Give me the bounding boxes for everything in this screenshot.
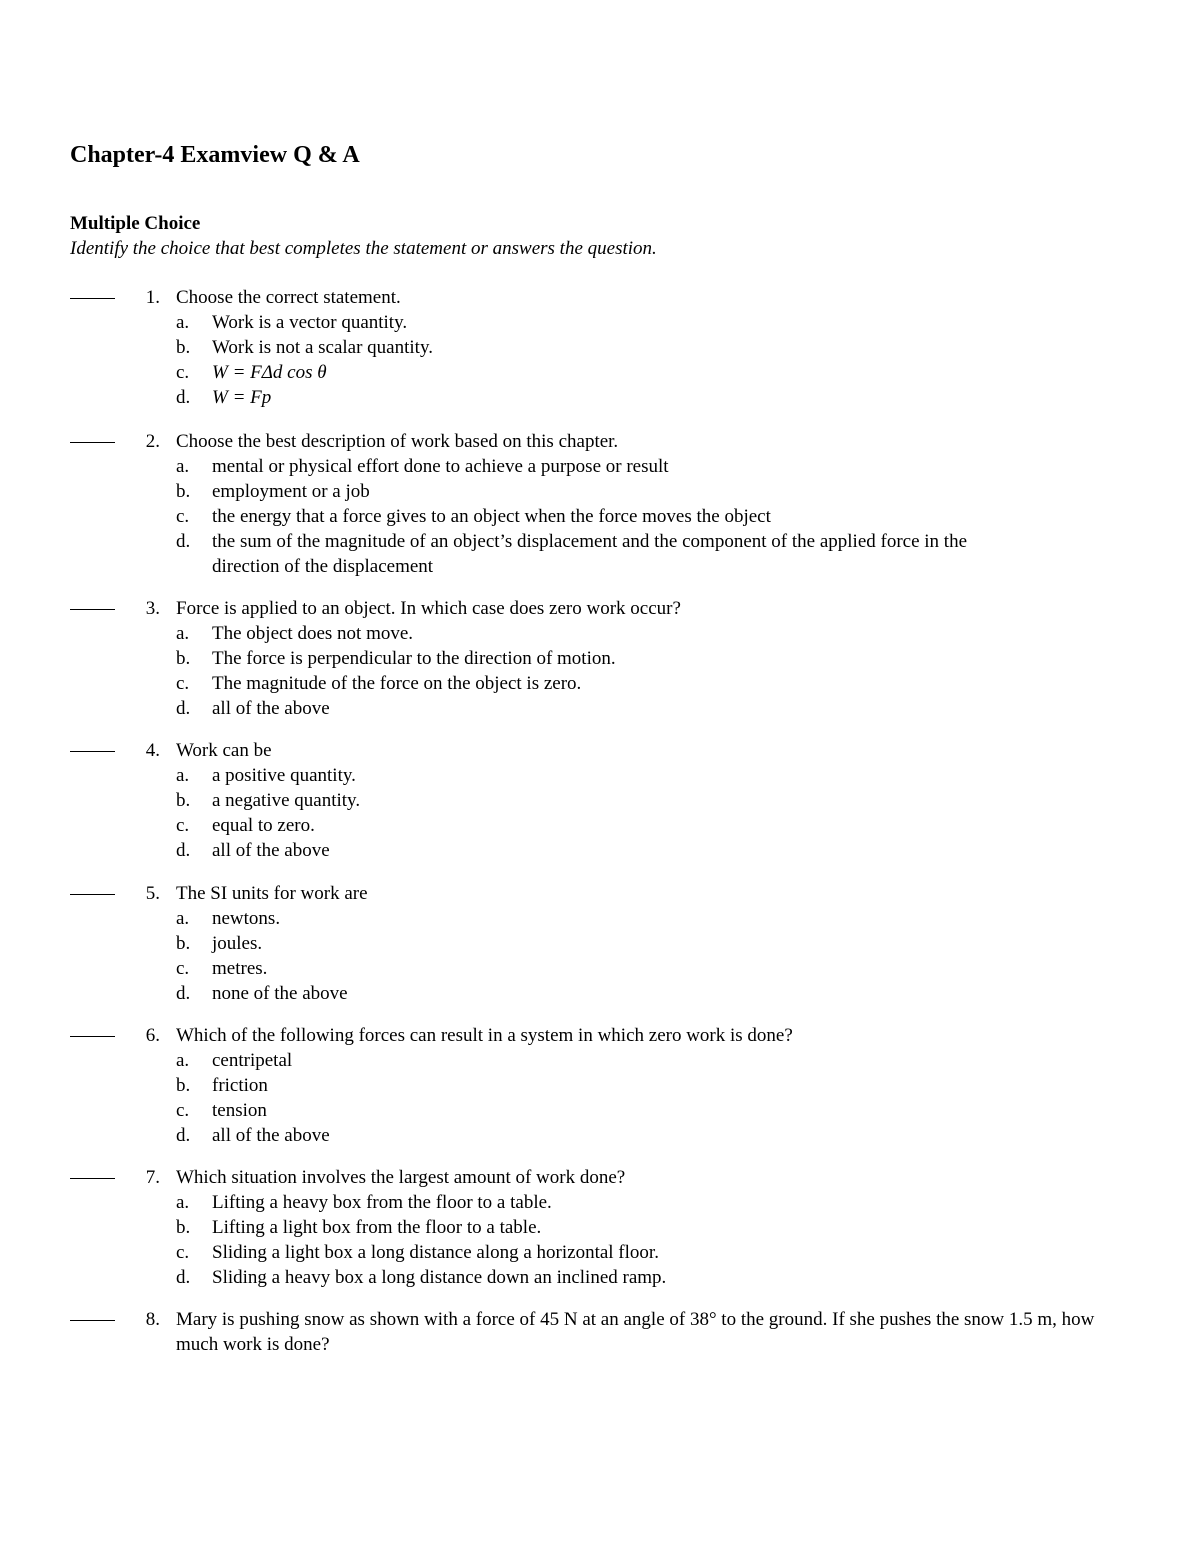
choice-formula: W = FΔd cos θ [212,362,327,383]
choice-text: Work is a vector quantity. [212,312,408,333]
choice-text: the energy that a force gives to an object when the force moves the object [212,506,771,527]
answer-blank[interactable] [70,1178,115,1179]
choice-c [0,671,1200,696]
answer-blank[interactable] [70,1036,115,1037]
choice-b [0,1073,1200,1098]
choice-text: Lifting a heavy box from the floor to a table. [212,1192,552,1213]
choice-c [0,504,1200,529]
choice-letter: a. [176,312,190,333]
answer-blank[interactable] [70,751,115,752]
choice-text: joules. [212,933,263,954]
choice-text: friction [212,1075,268,1096]
choice-letter: a. [176,623,190,644]
answer-blank[interactable] [70,1320,115,1321]
choice-letter: c. [176,506,190,527]
question-number: 1. [145,287,160,308]
choice-a [0,310,1200,335]
choice-letter: a. [176,765,190,786]
choice-text: employment or a job [212,481,370,502]
question-text: Which situation involves the largest amount of work done? [176,1167,626,1188]
choice-a [0,906,1200,931]
choice-letter: d. [176,698,191,719]
choice-a [0,621,1200,646]
choice-b [0,1215,1200,1240]
question-number: 5. [145,883,160,904]
question-text: Force is applied to an object. In which case does zero work occur? [176,598,681,619]
choice-text: a negative quantity. [212,790,361,811]
choice-text: none of the above [212,983,348,1004]
choice-c [0,1240,1200,1265]
choice-letter: a. [176,1192,190,1213]
choice-text: metres. [212,958,268,979]
choice-text: Sliding a light box a long distance along a horizontal floor. [212,1242,659,1263]
choice-d [0,1123,1200,1148]
choice-a [0,763,1200,788]
question-text: Mary is pushing snow as shown with a force of 45 N at an angle of 38° to the ground. If she pushes the snow 1.5 m, how much work is done? [176,1309,1095,1355]
choice-letter: b. [176,1075,191,1096]
choice-formula: W = Fp [212,387,272,408]
choice-letter: c. [176,362,190,383]
choice-text: The magnitude of the force on the object is zero. [212,673,582,694]
choice-a [0,454,1200,479]
choice-d [0,838,1200,863]
choice-a [0,1048,1200,1073]
choice-d [0,1265,1200,1290]
choice-text: all of the above [212,1125,330,1146]
question-number: 6. [145,1025,160,1046]
answer-blank[interactable] [70,609,115,610]
choice-letter: d. [176,1267,191,1288]
choice-letter: b. [176,933,191,954]
choice-d [0,981,1200,1006]
choice-b [0,335,1200,360]
choice-text: centripetal [212,1050,293,1071]
choice-letter: a. [176,456,190,477]
question-number: 2. [145,431,160,452]
choice-c [0,360,1200,385]
question-number: 8. [145,1309,160,1330]
question-number: 4. [145,740,160,761]
choice-a [0,1190,1200,1215]
question-number: 7. [145,1167,160,1188]
choice-d [0,696,1200,721]
choice-letter: b. [176,337,191,358]
choice-letter: b. [176,648,191,669]
choice-letter: b. [176,1217,191,1238]
choice-letter: d. [176,531,191,552]
choice-text: The force is perpendicular to the direction of motion. [212,648,616,669]
choice-letter: c. [176,673,190,694]
choice-b [0,646,1200,671]
choice-d [0,385,1200,410]
choice-letter: d. [176,840,191,861]
section-instructions: Identify the choice that best completes the statement or answers the question. [70,238,657,259]
answer-blank[interactable] [70,298,115,299]
choice-text: all of the above [212,840,330,861]
choice-b [0,931,1200,956]
choice-c [0,1098,1200,1123]
question-text: The SI units for work are [176,883,368,904]
choice-letter: c. [176,958,190,979]
question-number: 3. [145,598,160,619]
page-title: Chapter-4 Examview Q & A [70,142,360,168]
choice-text: Lifting a light box from the floor to a table. [212,1217,542,1238]
choice-text: Sliding a heavy box a long distance down an inclined ramp. [212,1267,667,1288]
choice-text: the sum of the magnitude of an object’s displacement and the component of the applied force in the direction of the displacement [212,531,968,577]
choice-text: Work is not a scalar quantity. [212,337,433,358]
answer-blank[interactable] [70,894,115,895]
choice-text: equal to zero. [212,815,315,836]
choice-text: a positive quantity. [212,765,356,786]
choice-text: tension [212,1100,267,1121]
choice-letter: c. [176,815,190,836]
choice-c [0,813,1200,838]
choice-text: newtons. [212,908,281,929]
question-text: Which of the following forces can result in a system in which zero work is done? [176,1025,793,1046]
choice-letter: c. [176,1242,190,1263]
choice-letter: b. [176,790,191,811]
choice-text: mental or physical effort done to achieve a purpose or result [212,456,669,477]
choice-letter: a. [176,908,190,929]
choice-d [0,529,1200,579]
choice-text: The object does not move. [212,623,414,644]
choice-letter: a. [176,1050,190,1071]
choice-letter: d. [176,983,191,1004]
answer-blank[interactable] [70,442,115,443]
question-text: Choose the best description of work based on this chapter. [176,431,619,452]
question-text: Work can be [176,740,272,761]
section-heading: Multiple Choice [70,213,201,234]
question-text: Choose the correct statement. [176,287,401,308]
choice-b [0,479,1200,504]
choice-letter: d. [176,1125,191,1146]
choice-letter: c. [176,1100,190,1121]
choice-b [0,788,1200,813]
choice-c [0,956,1200,981]
choice-text: all of the above [212,698,330,719]
choice-letter: b. [176,481,191,502]
choice-letter: d. [176,387,191,408]
